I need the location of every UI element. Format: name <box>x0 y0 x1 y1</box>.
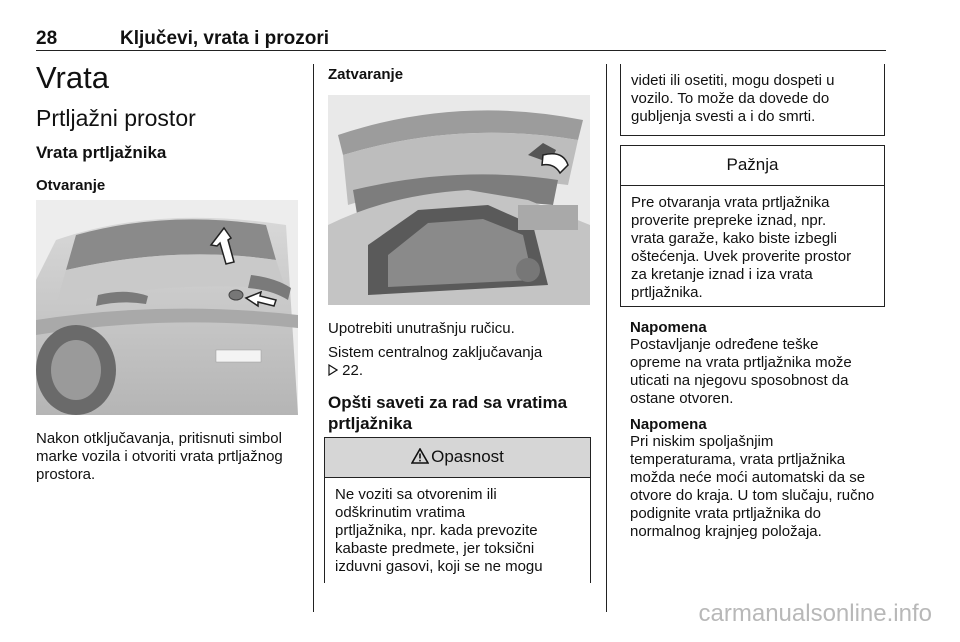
section-title: Vrata <box>36 60 109 95</box>
danger-box-header <box>325 438 590 478</box>
opening-instructions <box>36 430 283 484</box>
text-line: za kretanje iznad i iza vrata <box>631 266 813 283</box>
page-number: 28 <box>36 28 58 49</box>
text-line: kabaste predmete, jer toksični <box>335 540 535 557</box>
text-line: možda neće moći automatski da se <box>630 469 866 486</box>
text-line: temperaturama, vrata prtljažnika <box>630 451 846 468</box>
arrow-right-outline-icon <box>328 363 338 375</box>
text-line: prtljažnika, npr. kada prevozite <box>335 522 538 539</box>
closing-instructions: Upotrebiti unutrašnju ručicu. <box>328 320 515 337</box>
text-line: Nakon otključavanja, pritisnuti simbol <box>36 430 282 447</box>
danger-box-continued <box>620 64 885 136</box>
column-divider-1 <box>313 64 314 612</box>
crossref-page[interactable]: 22. <box>342 362 364 379</box>
danger-box <box>324 437 591 583</box>
text-line: izduvni gasovi, koji se ne mogu <box>335 558 543 575</box>
text-line: Sistem centralnog zaključavanja <box>328 344 543 361</box>
text-line: Pre otvaranja vrata prtljažnika <box>631 194 830 211</box>
central-locking-reference <box>328 344 542 380</box>
heading-line: Opšti saveti za rad sa vratima <box>328 393 568 412</box>
text-line: otvore do kraja. U tom slučaju, ručno <box>630 487 875 504</box>
caution-box-body <box>621 186 884 302</box>
note-heavy-equipment <box>630 319 852 408</box>
text-line: podignite vrata prtljažnika do <box>630 505 821 522</box>
caution-box-title: Pažnja <box>726 155 779 174</box>
header-divider <box>36 50 886 51</box>
watermark: carmanualsonline.info <box>698 600 932 627</box>
text-line: Pri niskim spoljašnjim <box>630 433 774 450</box>
text-line: odškrinutim vratima <box>335 504 466 521</box>
crossref-line <box>328 362 542 380</box>
tailgate-opening-illustration <box>36 200 298 415</box>
text-line: prostora. <box>36 466 96 483</box>
text-line: Ne voziti sa otvorenim ili <box>335 486 497 503</box>
text-line: gubljenja svesti a i do smrti. <box>631 108 816 125</box>
danger-box-title: Opasnost <box>431 447 504 466</box>
text-line: prtljažnika. <box>631 284 703 301</box>
text-line: vrata garaže, kako biste izbegli <box>631 230 837 247</box>
text-line: proverite prepreke iznad, npr. <box>631 212 827 229</box>
tailgate-closing-illustration <box>328 95 590 305</box>
text-line: normalnog krajnjeg položaja. <box>630 523 822 540</box>
text-line: vozilo. To može da dovede do <box>631 90 830 107</box>
caution-box <box>620 145 885 307</box>
text-line: ostane otvoren. <box>630 390 734 407</box>
warning-triangle-icon <box>411 440 429 456</box>
general-advice-heading <box>328 392 567 434</box>
note-title: Napomena <box>630 416 707 433</box>
note-title: Napomena <box>630 319 707 336</box>
text-line: opreme na vrata prtljažnika može <box>630 354 852 371</box>
chapter-title: Ključevi, vrata i prozori <box>120 28 330 49</box>
text-line: oštećenja. Uvek proverite prostor <box>631 248 852 265</box>
column-divider-2 <box>606 64 607 612</box>
heading-line: prtljažnika <box>328 414 413 433</box>
opening-heading: Otvaranje <box>36 177 106 194</box>
subsection-title: Vrata prtljažnika <box>36 143 167 162</box>
danger-box-continued-body <box>621 64 884 126</box>
text-line: Postavljanje određene teške <box>630 336 819 353</box>
text-line: uticati na njegovu sposobnost da <box>630 372 849 389</box>
caution-box-header <box>621 146 884 186</box>
section-subtitle: Prtljažni prostor <box>36 105 196 131</box>
text-line: videti ili osetiti, mogu dospeti u <box>631 72 835 89</box>
text-line: marke vozila i otvoriti vrata prtljažnog <box>36 448 283 465</box>
note-low-temperature <box>630 416 874 541</box>
closing-heading: Zatvaranje <box>328 66 404 83</box>
danger-box-body <box>325 478 590 576</box>
